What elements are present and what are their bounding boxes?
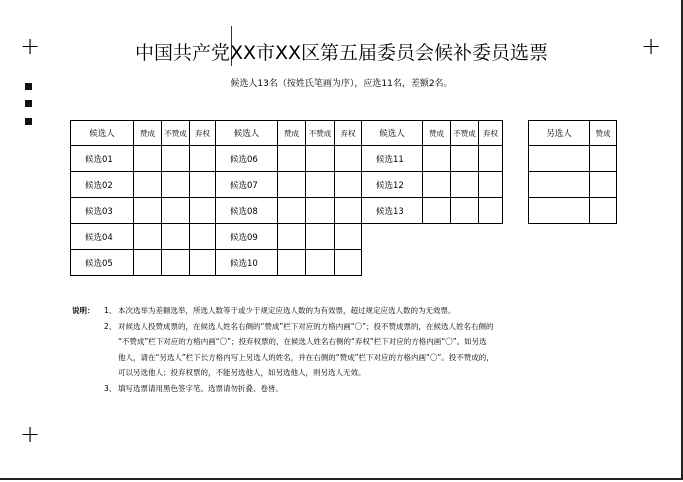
write-in-name-box[interactable] xyxy=(529,146,590,172)
oppose-box[interactable] xyxy=(306,172,335,198)
write-in-name-box[interactable] xyxy=(529,198,590,224)
abstain-box[interactable] xyxy=(190,198,216,224)
write-in-name-box[interactable] xyxy=(529,172,590,198)
abstain-box[interactable] xyxy=(335,250,362,276)
candidate-name: 候选01 xyxy=(71,146,134,172)
candidate-name: 候选04 xyxy=(71,224,134,250)
candidate-name: 候选10 xyxy=(216,250,278,276)
header-abstain: 弃权 xyxy=(190,121,216,146)
table-row xyxy=(529,172,617,198)
approve-box[interactable] xyxy=(590,198,617,224)
abstain-box[interactable] xyxy=(190,250,216,276)
approve-box[interactable] xyxy=(134,146,162,172)
approve-box[interactable] xyxy=(423,172,451,198)
approve-box[interactable] xyxy=(423,198,451,224)
approve-box[interactable] xyxy=(278,224,306,250)
oppose-box[interactable] xyxy=(162,224,190,250)
table-header-row xyxy=(71,121,503,146)
table-row xyxy=(71,172,503,198)
resize-handle[interactable] xyxy=(25,100,32,107)
abstain-box[interactable] xyxy=(190,172,216,198)
candidate-name: 候选02 xyxy=(71,172,134,198)
oppose-box[interactable] xyxy=(162,198,190,224)
approve-box[interactable] xyxy=(134,198,162,224)
candidate-name: 候选09 xyxy=(216,224,278,250)
table-row xyxy=(529,198,617,224)
header-oppose: 不赞成 xyxy=(162,121,190,146)
oppose-box[interactable] xyxy=(451,146,479,172)
approve-box[interactable] xyxy=(278,172,306,198)
candidate-name: 候选03 xyxy=(71,198,134,224)
instruction-item: 2、 对候选人投赞成票的，在候选人姓名右侧的“赞成”栏下对应的方格内画“〇”；投不赞成票的，在候选人姓名右侧的 xyxy=(104,321,494,331)
header-approve: 赞成 xyxy=(278,121,306,146)
header-oppose: 不赞成 xyxy=(306,121,335,146)
header-approve: 赞成 xyxy=(590,121,617,146)
candidate-name: 候选05 xyxy=(71,250,134,276)
approve-box[interactable] xyxy=(134,250,162,276)
candidate-table xyxy=(70,120,503,276)
approve-box[interactable] xyxy=(590,146,617,172)
oppose-box[interactable] xyxy=(306,146,335,172)
abstain-box[interactable] xyxy=(335,172,362,198)
oppose-box[interactable] xyxy=(162,146,190,172)
table-row xyxy=(71,250,503,276)
header-abstain: 弃权 xyxy=(479,121,503,146)
approve-box[interactable] xyxy=(278,250,306,276)
page-subtitle: 候选人13名（按姓氏笔画为序），应选11名，差额2名。 xyxy=(230,79,453,89)
abstain-box[interactable] xyxy=(479,198,503,224)
candidate-name: 候选11 xyxy=(362,146,423,172)
header-candidate: 候选人 xyxy=(362,121,423,146)
abstain-box[interactable] xyxy=(479,146,503,172)
abstain-box[interactable] xyxy=(479,172,503,198)
header-approve: 赞成 xyxy=(134,121,162,146)
table-row xyxy=(71,146,503,172)
abstain-box[interactable] xyxy=(335,198,362,224)
candidate-name: 候选08 xyxy=(216,198,278,224)
oppose-box[interactable] xyxy=(451,198,479,224)
abstain-box[interactable] xyxy=(190,146,216,172)
oppose-box[interactable] xyxy=(162,172,190,198)
candidate-name: 候选13 xyxy=(362,198,423,224)
table-row xyxy=(71,198,503,224)
instruction-item: 3、 填写选票请用黑色签字笔。选票请勿折叠、卷皆。 xyxy=(104,383,283,393)
approve-box[interactable] xyxy=(423,146,451,172)
oppose-box[interactable] xyxy=(306,198,335,224)
abstain-box[interactable] xyxy=(190,224,216,250)
candidate-name: 候选06 xyxy=(216,146,278,172)
abstain-box[interactable] xyxy=(335,146,362,172)
instruction-item: 说明： 1、 本次选举为差额选举，所选人数等于或少于规定应选人数的为有效票，超过规定应选人数的为无效票。 xyxy=(72,303,632,319)
write-in-table xyxy=(528,120,617,224)
approve-box[interactable] xyxy=(134,224,162,250)
approve-box[interactable] xyxy=(278,146,306,172)
approve-box[interactable] xyxy=(590,172,617,198)
header-abstain: 弃权 xyxy=(335,121,362,146)
header-approve: 赞成 xyxy=(423,121,451,146)
header-candidate: 候选人 xyxy=(216,121,278,146)
oppose-box[interactable] xyxy=(162,250,190,276)
abstain-box[interactable] xyxy=(335,224,362,250)
approve-box[interactable] xyxy=(134,172,162,198)
table-header-row xyxy=(529,121,617,146)
header-oppose: 不赞成 xyxy=(451,121,479,146)
oppose-box[interactable] xyxy=(451,172,479,198)
table-row xyxy=(529,146,617,172)
instructions-label: 说明： xyxy=(72,306,95,315)
table-row xyxy=(71,224,503,250)
crop-mark-bottom-left: + xyxy=(20,420,41,448)
header-other-candidate: 另选人 xyxy=(529,121,590,146)
approve-box[interactable] xyxy=(278,198,306,224)
oppose-box[interactable] xyxy=(306,250,335,276)
header-candidate: 候选人 xyxy=(71,121,134,146)
crop-mark-top-left: + xyxy=(20,32,41,60)
oppose-box[interactable] xyxy=(306,224,335,250)
candidate-name: 候选12 xyxy=(362,172,423,198)
resize-handle[interactable] xyxy=(25,118,32,125)
crop-mark-top-right: + xyxy=(641,32,662,60)
candidate-name: 候选07 xyxy=(216,172,278,198)
page-title: 中国共产党XX市XX区第五届委员会候补委员选票 xyxy=(134,42,549,64)
instructions: 说明： 1、 本次选举为差额选举，所选人数等于或少于规定应选人数的为有效票，超过规定应选人数的为无效票。 2、 对候选人投赞成票的，在候选人姓名右侧的“赞成”栏下对应的方格内画“〇”；投不赞成票的，在候选人姓名右侧的 “不赞成”栏下对应的方格内画“〇”；投弃权票的，在候选人姓名右侧的“弃权”栏下对应的方格内画“〇”。如另选 他人，请在“另选人”栏下长方格内写上另选人的姓名，并在右侧的“赞成”栏下对应的方格内画“〇”。投不赞成的， 可以另选他人；投弃权票的，不能另选他人，如另选他人，则另选人无效。 3、 填写选票请用黑色签字笔。选票请勿折叠、卷皆。 xyxy=(72,303,632,396)
